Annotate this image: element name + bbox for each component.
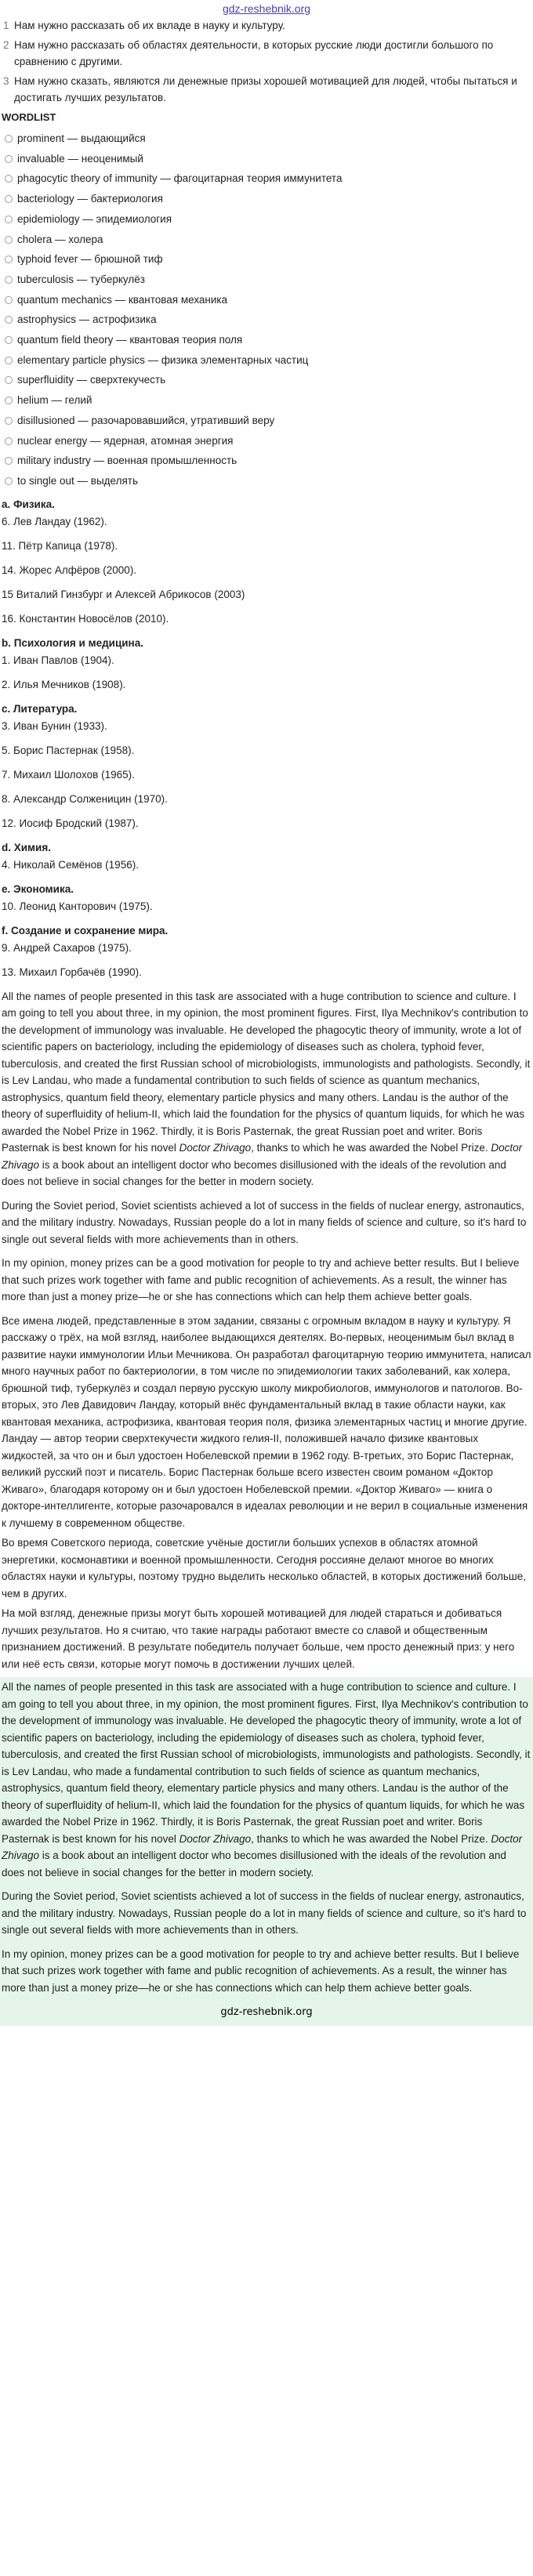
task-list bbox=[0, 17, 533, 107]
essay-paragraph bbox=[2, 1679, 531, 1881]
russian-paragraph: На мой взгляд, денежные призы могут быть хорошей мотивацией для людей стараться и добиваться лучших результатов. Но я считаю, что такие награды работают вместе со славой и общественным признанием достижений. В результате победитель получает больше, чем просто денежный приз: у него или неё есть связи, которые могут помочь в достижении лучших целей. bbox=[2, 1607, 515, 1670]
task-item bbox=[3, 73, 533, 107]
wordlist-item: bacteriology — бактериология bbox=[17, 189, 533, 209]
answer-item: 15 Виталий Гинзбург и Алексей Абрикосов (2003) bbox=[2, 588, 245, 600]
answer-heading: d. Химия. bbox=[2, 841, 51, 853]
answer-item: 11. Пётр Капица (1978). bbox=[2, 539, 118, 552]
wordlist-item: cholera — холера bbox=[17, 230, 533, 250]
task-text: Нам нужно рассказать об их вкладе в науку и культуру. bbox=[14, 20, 285, 31]
answer-heading: a. Физика. bbox=[2, 498, 55, 510]
site-link[interactable]: gdz-reshebnik.org bbox=[222, 2, 311, 15]
task-text: Нам нужно сказать, являются ли денежные призы хорошей мотивацией для людей, чтобы пытаться и достигать лучших результатов. bbox=[14, 74, 517, 103]
wordlist-item: helium — гелий bbox=[17, 390, 533, 411]
essay-paragraph bbox=[2, 988, 531, 1190]
answer-item: 7. Михаил Шолохов (1965). bbox=[2, 768, 135, 781]
wordlist-item: typhoid fever — брюшной тиф bbox=[17, 249, 533, 270]
answer-item: 1. Иван Павлов (1904). bbox=[2, 654, 114, 666]
watermark-line bbox=[2, 2003, 531, 2021]
essay-text: is a book about an intelligent doctor who becomes disillusioned with the ideals of the revolution and does not believe in social changes for the better in modern society. bbox=[2, 1158, 506, 1188]
answer-item: 4. Николай Семёнов (1956). bbox=[2, 858, 139, 871]
answer-item: 8. Александр Солженицин (1970). bbox=[2, 792, 168, 805]
essay-paragraph: In my opinion, money prizes can be a good motivation for people to try and achieve better results. But I believe that such prizes work together with fame and public recognition of achievements. As a result, the winner has more than just a money prize—he or she has connections which can help them achieve better goals. bbox=[2, 1947, 520, 1994]
wordlist-item: nuclear energy — ядерная, атомная энергия bbox=[17, 431, 533, 451]
russian-paragraph: Во время Советского периода, советские учёные достигли больших успехов в областях атомной энергетики, космонавтики и военной промышленности. Сегодня россияне делают многое во многих областях науки и культуры, поэтому трудно выделить несколько областей, в которых достижений больше, чем в других. bbox=[2, 1537, 526, 1600]
answer-item: 12. Иосиф Бродский (1987). bbox=[2, 817, 139, 829]
book-title: Doctor Zhivago bbox=[2, 1142, 523, 1171]
wordlist-item: invaluable — неоценимый bbox=[17, 149, 533, 169]
wordlist-item: prominent — выдающийся bbox=[17, 129, 533, 149]
wordlist-item: disillusioned — разочаровавшийся, утративший веру bbox=[17, 411, 533, 431]
essay-english bbox=[0, 988, 533, 1306]
task-item bbox=[3, 17, 533, 34]
wordlist-item: quantum mechanics — квантовая механика bbox=[17, 290, 533, 310]
answer-item: 16. Константин Новосёлов (2010). bbox=[2, 612, 169, 625]
essay-paragraph: In my opinion, money prizes can be a good motivation for people to try and achieve better results. But I believe that such prizes work together with fame and public recognition of achievements. As a result, the winner has more than just a money prize—he or she has connections which can help them achieve better goals. bbox=[2, 1257, 520, 1303]
task-item bbox=[3, 37, 533, 71]
essay-russian bbox=[0, 1313, 533, 1673]
essay-english-highlighted bbox=[0, 1677, 533, 2026]
essay-text: , thanks to which he was awarded the Nobel Prize. bbox=[251, 1832, 491, 1845]
wordlist-item: elementary particle physics — физика элементарных частиц bbox=[17, 350, 533, 371]
answer-item: 10. Леонид Канторович (1975). bbox=[2, 900, 153, 912]
wordlist-item: superfluidity — сверхтекучесть bbox=[17, 370, 533, 390]
russian-paragraph: Все имена людей, представленные в этом задании, связаны с огромным вкладом в науку и культуру. Я расскажу о трёх, на мой взгляд, наиболее выдающихся деятелях. Во-первых, неоценимым был вклад в развитие науки иммунологии Ильи Мечникова. Он разработал фагоцитарную теорию иммунитета, написал много научных работ по бактериологии, в том числе по эпидемиологии таких заболеваний, как холера, брюшной тиф, туберкулёз и создал первую русскую школу микробиологов, иммунологов и патологов. Во-вторых, это Лев Давидович Ландау, который внёс фундаментальный вклад в такие области науки, как квантовая механика, астрофизика, квантовая теория поля, физика элементарных частиц и многие другие. Ландау — автор теории сверхтекучести жидкого гелия-II, положившей начало физике квантовых жидкостей, за что он и был удостоен Нобелевской премии в 1962 году. В-третьих, это Борис Пастернак, великий русский поэт и писатель. Борис Пастернак больше всего известен своим романом «Доктор Живаго», благодаря которому он и был удостоен Нобелевской премии. «Доктор Живаго» — книга о докторе-интеллигенте, которые разочаровался в идеалах революции и не верил в социальные изменения к лучшему в современном обществе. bbox=[2, 1314, 531, 1529]
essay-text: All the names of people presented in this task are associated with a huge contribution to science and culture. I am going to tell you about three, in my opinion, the most prominent figures. First, Ilya Mechnikov's contribution to the development of immunology was invaluable. He developed the phagocytic theory of immunity, wrote a lot of scientific papers on bacteriology, including the epidemiology of diseases such as cholera, typhoid fever, tuberculosis, and created the first Russian school of microbiologists, immunologists and pathologists. Secondly, it is Lev Landau, who made a fundamental contribution to such fields of science as quantum mechanics, astrophysics, quantum field theory, elementary particle physics and many others. Landau is the author of the theory of superfluidity of helium-II, which laid the foundation for the physics of quantum liquids, for which he was awarded the Nobel Prize in 1962. Thirdly, it is Boris Pasternak, the great Russian poet and writer. Boris Pasternak is best known for his novel bbox=[2, 1681, 531, 1845]
task-number: 3 bbox=[3, 74, 9, 87]
site-header bbox=[0, 0, 533, 17]
answer-heading: c. Литература. bbox=[2, 702, 78, 715]
answer-heading: f. Создание и сохранение мира. bbox=[2, 924, 169, 937]
wordlist bbox=[0, 129, 533, 491]
wordlist-item: military industry — военная промышленность bbox=[17, 451, 533, 471]
task-number: 2 bbox=[3, 38, 9, 51]
wordlist-title: WORDLIST bbox=[2, 111, 56, 123]
answer-heading: e. Экономика. bbox=[2, 882, 74, 895]
answer-item: 3. Иван Бунин (1933). bbox=[2, 719, 107, 732]
answers-section bbox=[0, 491, 533, 981]
wordlist-item: astrophysics — астрофизика bbox=[17, 310, 533, 330]
essay-text: , thanks to which he was awarded the Nobel Prize. bbox=[251, 1142, 491, 1154]
answer-item: 14. Жорес Алфёров (2000). bbox=[2, 563, 137, 576]
essay-text: is a book about an intelligent doctor who becomes disillusioned with the ideals of the revolution and does not believe in social changes for the better in modern society. bbox=[2, 1850, 506, 1879]
task-text: Нам нужно рассказать об областях деятельности, в которых русские люди достигли большого по сравнению с другими. bbox=[14, 38, 494, 67]
wordlist-item: tuberculosis — туберкулёз bbox=[17, 270, 533, 290]
task-number: 1 bbox=[3, 20, 9, 31]
wordlist-item: to single out — выделять bbox=[17, 471, 533, 491]
answer-item: 2. Илья Мечников (1908). bbox=[2, 678, 126, 690]
answer-item: 13. Михаил Горбачёв (1990). bbox=[2, 966, 142, 978]
essay-paragraph: During the Soviet period, Soviet scientists achieved a lot of success in the fields of nuclear energy, astronautics, and the military industry. Nowadays, Russian people do a lot in many fields of science and culture, so it's hard to single out several fields with more achievements than in others. bbox=[2, 1890, 527, 1937]
essay-paragraph: During the Soviet period, Soviet scientists achieved a lot of success in the fields of nuclear energy, astronautics, and the military industry. Nowadays, Russian people do a lot in many fields of science and culture, so it's hard to single out several fields with more achievements than in others. bbox=[2, 1199, 527, 1245]
book-title: Doctor Zhivago bbox=[179, 1832, 252, 1845]
wordlist-item: quantum field theory — квантовая теория поля bbox=[17, 330, 533, 350]
essay-text: All the names of people presented in this task are associated with a huge contribution to science and culture. I am going to tell you about three, in my opinion, the most prominent figures. First, Ilya Mechnikov's contribution to the development of immunology was invaluable. He developed the phagocytic theory of immunity, wrote a lot of scientific papers on bacteriology, including the epidemiology of diseases such as cholera, typhoid fever, tuberculosis, and created the first Russian school of microbiologists, immunologists and pathologists. Secondly, it is Lev Landau, who made a fundamental contribution to such fields of science as quantum mechanics, astrophysics, quantum field theory, elementary particle physics and many others. Landau is the author of the theory of superfluidity of helium-II, which laid the foundation for the physics of quantum liquids, for which he was awarded the Nobel Prize in 1962. Thirdly, it is Boris Pasternak, the great Russian poet and writer. Boris Pasternak is best known for his novel bbox=[2, 990, 531, 1154]
book-title: Doctor Zhivago bbox=[2, 1832, 523, 1862]
wordlist-item: phagocytic theory of immunity — фагоцитарная теория иммунитета bbox=[17, 168, 533, 189]
answer-heading: b. Психология и медицина. bbox=[2, 636, 143, 649]
answer-item: 5. Борис Пастернак (1958). bbox=[2, 744, 135, 756]
answer-item: 6. Лев Ландау (1962). bbox=[2, 515, 107, 527]
watermark: gdz-reshebnik.org bbox=[220, 2006, 313, 2019]
wordlist-item: epidemiology — эпидемиология bbox=[17, 209, 533, 230]
answer-item: 9. Андрей Сахаров (1975). bbox=[2, 941, 132, 954]
book-title: Doctor Zhivago bbox=[179, 1142, 252, 1154]
